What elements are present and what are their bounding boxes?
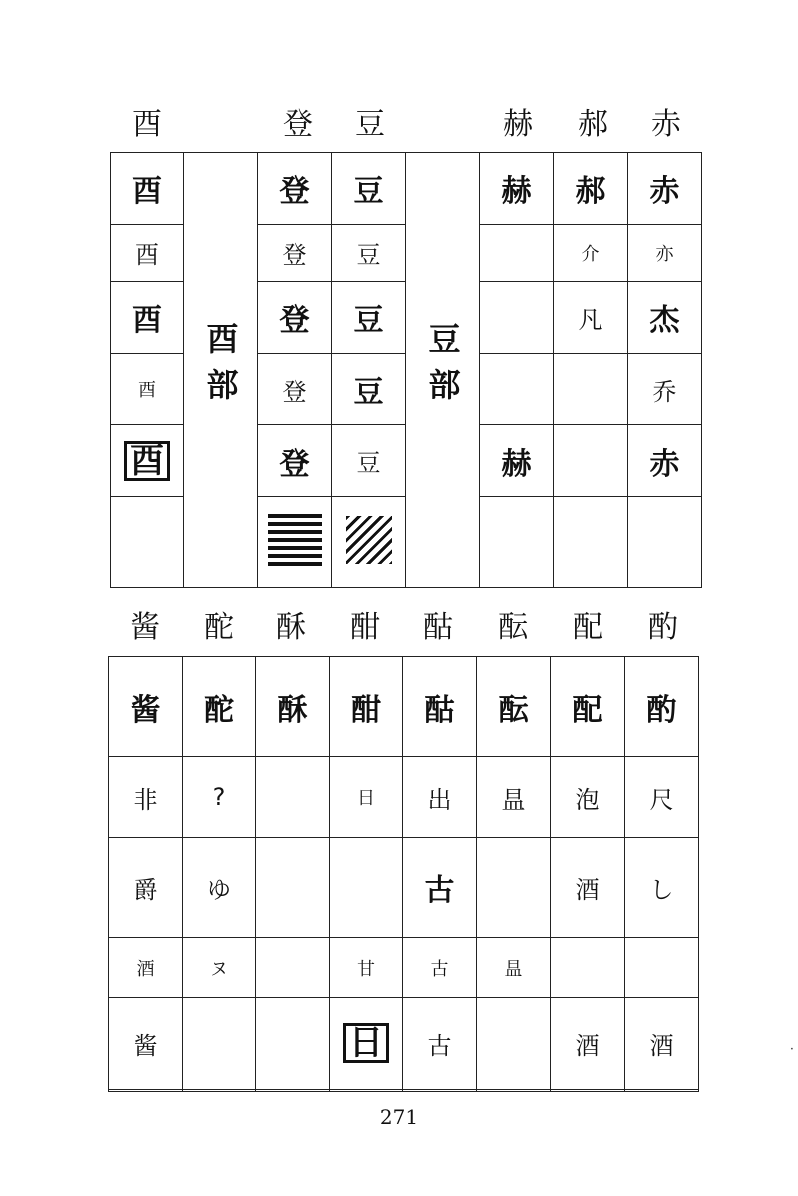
glyph-cell — [477, 837, 551, 937]
header-yun: 酝 — [498, 610, 528, 645]
glyph-cell: 酣 — [330, 657, 403, 757]
glyph-cell — [256, 757, 330, 837]
glyph-cell: 古 — [403, 837, 477, 937]
glyph-cell: 昷 — [477, 757, 551, 837]
header-dou: 豆 — [355, 107, 385, 142]
seal-block-image — [346, 516, 392, 564]
header-tuo: 酡 — [204, 610, 234, 645]
glyph-cell: 赤 — [628, 425, 702, 497]
glyph-cell: 酱 — [109, 657, 183, 757]
section-you-bu: 酉部 — [184, 153, 258, 588]
glyph-cell: 赫 — [480, 425, 554, 497]
glyph-cell: 凡 — [554, 282, 628, 354]
glyph-cell — [554, 497, 628, 588]
glyph-cell — [625, 1089, 699, 1091]
bottom-glyph-table — [108, 656, 699, 1092]
glyph-cell: ヌ — [183, 938, 256, 998]
glyph-cell: 豆 — [332, 224, 406, 281]
glyph-cell — [477, 1089, 551, 1091]
glyph-cell: 尺 — [625, 757, 699, 837]
glyph-cell: 日 — [330, 757, 403, 837]
glyph-cell: 甘 — [330, 938, 403, 998]
glyph-cell: 登 — [258, 224, 332, 281]
glyph-cell: 赫 — [480, 153, 554, 225]
glyph-cell: 酉 — [111, 282, 184, 354]
glyph-cell: 亦 — [628, 224, 702, 281]
header-you: 酉 — [132, 107, 162, 142]
header-pei: 配 — [573, 610, 603, 645]
glyph-cell: 酝 — [477, 657, 551, 757]
glyph-cell — [183, 998, 256, 1089]
glyph-cell: 酉 — [111, 425, 184, 497]
glyph-cell: 豆 — [332, 282, 406, 354]
header-gu: 酤 — [423, 610, 453, 645]
glyph-cell: 爵 — [109, 837, 183, 937]
glyph-cell: 古 — [403, 998, 477, 1089]
glyph-cell: 配 — [551, 657, 625, 757]
glyph-cell — [625, 938, 699, 998]
glyph-cell: 登 — [258, 282, 332, 354]
glyph-cell: 豆 — [332, 153, 406, 225]
glyph-cell: 郝 — [554, 153, 628, 225]
glyph-cell — [332, 497, 406, 588]
margin-mark: ‧ — [790, 1042, 794, 1056]
glyph-cell — [551, 938, 625, 998]
page-number: 271 — [379, 1105, 419, 1129]
header-chi: 赤 — [651, 107, 681, 142]
header-he: 赫 — [503, 107, 533, 142]
glyph-cell — [330, 1089, 403, 1091]
glyph-cell — [258, 497, 332, 588]
glyph-cell: 乔 — [628, 353, 702, 425]
glyph-cell: 酒 — [551, 837, 625, 937]
glyph-cell: 非 — [109, 757, 183, 837]
glyph-cell — [403, 1089, 477, 1091]
glyph-cell — [330, 837, 403, 937]
glyph-cell — [256, 998, 330, 1089]
glyph-cell: 出 — [403, 757, 477, 837]
glyph-cell — [554, 353, 628, 425]
glyph-cell: 酡 — [183, 657, 256, 757]
glyph-cell: 酉 — [111, 353, 184, 425]
glyph-cell: 介 — [554, 224, 628, 281]
glyph-cell: 酉 — [111, 153, 184, 225]
glyph-cell: 酒 — [109, 938, 183, 998]
glyph-cell — [256, 837, 330, 937]
glyph-cell — [111, 497, 184, 588]
glyph-cell: 豆 — [332, 353, 406, 425]
glyph-cell: 登 — [258, 153, 332, 225]
seal-block-image — [268, 514, 322, 566]
header-han: 酣 — [350, 610, 380, 645]
glyph-cell: ? — [183, 757, 256, 837]
glyph-cell: 登 — [258, 425, 332, 497]
glyph-cell: 古 — [403, 938, 477, 998]
glyph-cell: 酥 — [256, 657, 330, 757]
glyph-cell: 酌 — [625, 657, 699, 757]
glyph-cell — [256, 938, 330, 998]
glyph-cell: 赤 — [628, 153, 702, 225]
header-deng: 登 — [283, 107, 313, 142]
glyph-cell — [183, 1089, 256, 1091]
glyph-cell: 酒 — [625, 998, 699, 1089]
glyph-cell — [480, 497, 554, 588]
glyph-cell — [551, 1089, 625, 1091]
glyph-cell — [109, 1089, 183, 1091]
glyph-cell — [554, 425, 628, 497]
glyph-cell — [480, 353, 554, 425]
header-zhuo: 酌 — [648, 610, 678, 645]
glyph-cell — [477, 998, 551, 1089]
header-hao: 郝 — [578, 107, 608, 142]
top-glyph-table — [110, 152, 702, 588]
section-dou-bu: 豆部 — [406, 153, 480, 588]
glyph-cell — [480, 224, 554, 281]
glyph-cell: 酒 — [551, 998, 625, 1089]
glyph-cell: 昷 — [477, 938, 551, 998]
glyph-cell: 泡 — [551, 757, 625, 837]
header-jiang: 酱 — [130, 610, 160, 645]
glyph-cell: 豆 — [332, 425, 406, 497]
glyph-cell — [480, 282, 554, 354]
glyph-cell: 登 — [258, 353, 332, 425]
glyph-cell — [628, 497, 702, 588]
glyph-cell: 酱 — [109, 998, 183, 1089]
glyph-cell: 酤 — [403, 657, 477, 757]
glyph-cell: し — [625, 837, 699, 937]
glyph-cell: 日 — [330, 998, 403, 1089]
glyph-cell: 杰 — [628, 282, 702, 354]
glyph-cell — [256, 1089, 330, 1091]
glyph-cell: ゆ — [183, 837, 256, 937]
glyph-cell: 酉 — [111, 224, 184, 281]
header-su: 酥 — [276, 610, 306, 645]
